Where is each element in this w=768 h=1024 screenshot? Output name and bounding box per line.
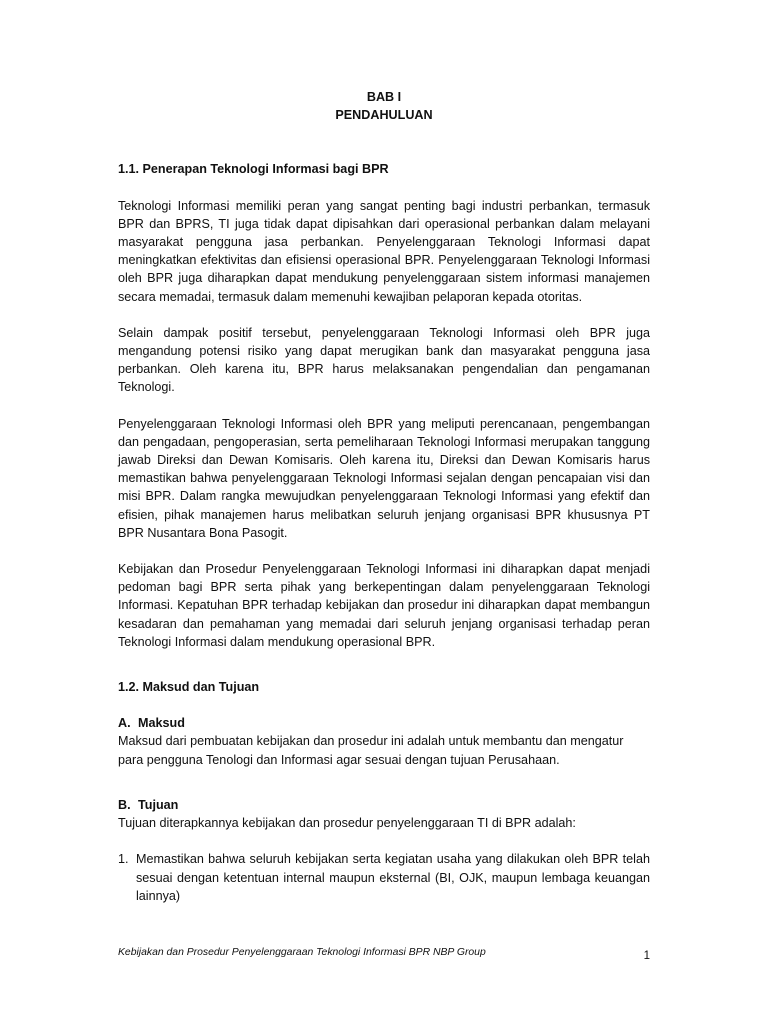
subsection-letter: A. xyxy=(118,716,131,731)
list-item xyxy=(118,850,650,905)
paragraph-1: Teknologi Informasi memiliki peran yang sangat penting bagi industri perbankan, termasuk BPR dan BPRS, TI juga tidak dapat dipisahkan dari operasional perbankan dalam melayani masyarakat pengguna jasa perbankan. Penyelenggaraan Teknologi Informasi dapat meningkatkan efektivitas dan efisiensi operasional BPR. Penyelenggaraan Teknologi Informasi oleh BPR juga diharapkan dapat mendukung penyelenggaraan sistem informasi manajemen secara memadai, termasuk dalam memenuhi kewajiban pelaporan kepada otoritas. xyxy=(118,198,650,304)
subsection-maksud-heading xyxy=(118,714,650,732)
tujuan-list xyxy=(118,850,650,905)
section-2-title: 1.2. Maksud dan Tujuan xyxy=(118,680,260,695)
list-item-text: Memastikan bahwa seluruh kebijakan serta kegiatan usaha yang dilakukan oleh BPR telah sesuai dengan ketentuan internal maupun eksternal (BI, OJK, maupun lembaga keuangan lainnya) xyxy=(136,852,650,903)
section-1-title: 1.1. Penerapan Teknologi Informasi bagi BPR xyxy=(118,162,389,177)
paragraph-3: Penyelenggaraan Teknologi Informasi oleh BPR yang meliputi perencanaan, pengembangan dan pengadaan, pengoperasian, serta pemeliharaan Teknologi Informasi merupakan tanggung jawab Direksi dan Dewan Komisaris. Oleh karena itu, Direksi dan Dewan Komisaris harus memastikan bahwa penyelenggaraan Teknologi Informasi sejalan dengan pencapaian visi dan misi BPR. Dalam rangka mewujudkan penyelenggaraan Teknologi Informasi yang efektif dan efisien, pihak manajemen harus melibatkan seluruh jenjang organisasi BPR khususnya PT BPR Nusantara Bona Pasogit. xyxy=(118,416,650,540)
subsection-letter: B. xyxy=(118,797,131,812)
subsection-heading-text: Tujuan xyxy=(138,797,179,812)
chapter-title: PENDAHULUAN xyxy=(335,108,433,123)
subsection-heading-text: Maksud xyxy=(138,716,185,731)
tujuan-text: Tujuan diterapkannya kebijakan dan prosedur penyelenggaraan TI di BPR adalah: xyxy=(118,816,576,831)
page-number: 1 xyxy=(643,950,650,962)
paragraph-4: Kebijakan dan Prosedur Penyelenggaraan Teknologi Informasi ini diharapkan dapat menjadi pedoman bagi BPR serta pihak yang berkepentingan dalam penyelenggaraan Teknologi Informasi. Kepatuhan BPR terhadap kebijakan dan prosedur ini diharapkan dapat membangun kesadaran dan pemahaman yang memadai dari seluruh jenjang organisasi terhadap peran Teknologi Informasi dalam mendukung operasional BPR. xyxy=(118,562,650,649)
paragraph-2: Selain dampak positif tersebut, penyelenggaraan Teknologi Informasi oleh BPR juga mengandung potensi risiko yang dapat merugikan bank dan masyarakat pengguna jasa perbankan. Oleh karena itu, BPR harus melaksanakan pengendalian dan pengamanan Teknologi. xyxy=(118,325,650,395)
maksud-text: Maksud dari pembuatan kebijakan dan prosedur ini adalah untuk membantu dan mengatur para pengguna Tenologi dan Informasi agar sesuai dengan tujuan Perusahaan. xyxy=(118,734,624,767)
subsection-tujuan-heading xyxy=(118,796,650,814)
chapter-number: BAB I xyxy=(366,90,402,104)
page-content xyxy=(118,88,650,905)
list-item-number: 1. xyxy=(118,852,129,867)
footer-text: Kebijakan dan Prosedur Penyelenggaraan Teknologi Informasi BPR NBP Group xyxy=(118,947,486,958)
